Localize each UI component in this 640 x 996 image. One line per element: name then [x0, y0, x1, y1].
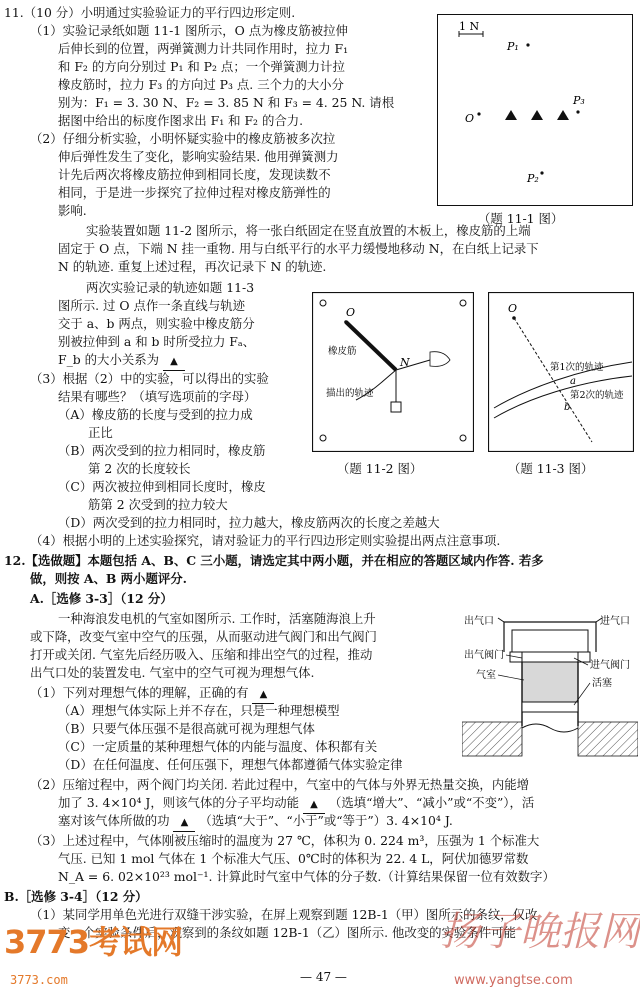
- q11-text-line: 固定于 O 点，下端 N 挂一重物. 用与白纸平行的水平力缓慢地移动 N，在白纸上记录下: [58, 241, 539, 256]
- point-o-label: O: [346, 306, 356, 319]
- line-through-o: [514, 318, 592, 442]
- figure-11-1-caption: （题 11-1 图）: [478, 211, 564, 226]
- rubber-band-label: 橡皮筋: [328, 346, 357, 357]
- q12-text-line: N_A = 6. 02×10²³ mol⁻¹. 计算此时气室中气体的分子数.（计算结果保留一位有效数字）: [58, 869, 555, 884]
- blank-marker: ▲: [310, 799, 318, 810]
- q11-option: （C）两次被拉伸到相同长度时，橡皮: [58, 479, 266, 494]
- point-p1-label: P₁: [507, 40, 519, 53]
- q11-text-line: 影响.: [58, 203, 87, 218]
- blank-marker: ▲: [259, 689, 268, 700]
- first-track-label: 第1次的轨迹: [550, 362, 604, 373]
- q12-option: （C）一定质量的某种理想气体的内能与温度、体积都有关: [58, 739, 378, 754]
- q11-relation-prompt: F_b 的大小关系为: [58, 352, 160, 367]
- point-p2: [540, 171, 543, 174]
- q11-text-line: 相同，于是进一步探究了拉伸过程对橡皮筋弹性的: [58, 185, 331, 200]
- point-p2-label: P₂: [527, 172, 539, 185]
- outlet-valve-label: 出气阀门: [464, 650, 504, 661]
- watermark-logo-right: 扬子晚报网: [440, 909, 640, 955]
- q12-a-heading: A.［选修 3-3］（12 分）: [30, 591, 173, 606]
- figure-11-3-caption: （题 11-3 图）: [508, 461, 594, 476]
- q11-text-line: （4）根据小明的上述实验探究，请对验证力的平行四边形定则实验提出两点注意事项.: [30, 533, 501, 548]
- inlet-valve-label: 进气阀门: [590, 660, 630, 671]
- q12-text-line: [58, 794, 534, 814]
- q11-title: 11.（10 分）小明通过实验验证力的平行四边形定则.: [4, 5, 296, 20]
- q12-title: 12.【选做题】本题包括 A、B、C 三小题，请选定其中两小题，并在相应的答题区域内作答. 若多: [4, 553, 544, 568]
- q11-text-line: （2）仔细分析实验，小明怀疑实验中的橡皮筋被多次拉: [30, 131, 336, 146]
- q12-text-line: 一种海浪发电机的气室如图所示. 工作时，活塞随海浪上升: [58, 611, 376, 626]
- q12-text-line: （1）某同学用单色光进行双缝干涉实验，在屏上观察到题 12B-1（甲）图所示的条纹，仅改: [30, 907, 538, 922]
- pipe-frame: [504, 622, 596, 652]
- q12-text-line: [58, 812, 453, 832]
- second-track-label: 第2次的轨迹: [570, 390, 624, 401]
- q11-text-line: 交于 a、b 两点，则实验中橡皮筋分: [58, 316, 255, 331]
- triangle-marker: [531, 110, 543, 120]
- outlet-label: 出气口: [464, 616, 494, 627]
- watermark-url-right: www.yangtse.com: [454, 973, 573, 988]
- figure-11-2: [312, 292, 474, 452]
- q12-text-line: 做，则按 A、B 两小题评分.: [30, 571, 187, 586]
- q11-text-line: 橡皮筋时，拉力 F₃ 的方向过 P₃ 点. 三个力的大小分: [58, 77, 344, 92]
- piston-label: 活塞: [592, 678, 612, 689]
- q11-text-line: N 的轨迹. 重复上述过程，再次记录下 N 的轨迹.: [58, 259, 327, 274]
- q11-option: 筋第 2 次受到的拉力较大: [88, 497, 228, 512]
- triangle-marker: [557, 110, 569, 120]
- q11-option: 第 2 次的长度较长: [88, 461, 191, 476]
- q11-text-line: 结果有哪些？（填写选项前的字母）: [58, 389, 257, 404]
- q12-a2-work-prompt: 塞对该气体所做的功: [58, 813, 170, 828]
- q12-text-line: （3）上述过程中，气体刚被压缩时的温度为 27 ℃，体积为 0. 224 m³，压强为 1 个标准大: [30, 833, 540, 848]
- point-b-label: b: [564, 402, 571, 413]
- q11-text-line: 计先后两次将橡皮筋拉伸到相同长度，发现读数不: [58, 167, 331, 182]
- q12-a2-work-choice: （选填“大于”、“小于”或“等于”）3. 4×10⁴ J.: [199, 813, 453, 828]
- q11-text-line: 据图中给出的标度作图求出 F₁ 和 F₂ 的合力.: [58, 113, 304, 128]
- scale-label: 1 N: [459, 20, 480, 33]
- point-o: [477, 112, 480, 115]
- watermark-logo-left: 3773考试网: [4, 923, 183, 961]
- q11-option: （B）两次受到的拉力相同时，橡皮筋: [58, 443, 266, 458]
- chamber-label: 气室: [476, 670, 496, 681]
- blank-marker: ▲: [180, 817, 189, 828]
- q11-option: 正比: [88, 425, 113, 440]
- q11-text-line: 和 F₂ 的方向分别过 P₁ 和 P₂ 点；一个弹簧测力计拉: [58, 59, 345, 74]
- point-p3-label: P₃: [573, 94, 585, 107]
- q12-b-heading: B.［选修 3-4］（12 分）: [4, 889, 148, 904]
- point-o-label: O: [508, 302, 518, 315]
- blank-marker: ▲: [170, 356, 178, 367]
- q11-option: （D）两次受到的拉力相同时，拉力越大，橡皮筋两次的长度之差越大: [58, 515, 440, 530]
- weight: [391, 402, 401, 412]
- air-chamber: [522, 662, 578, 702]
- page-number: — 47 —: [300, 970, 347, 984]
- q11-text-line: 后伸长到的位置，两弹簧测力计共同作用时，拉力 F₁: [58, 41, 349, 56]
- point-p1: [526, 43, 529, 46]
- point-a-label: a: [570, 376, 576, 387]
- answer-blank[interactable]: [173, 812, 195, 832]
- q11-text-line: 别为：F₁ = 3. 30 N、F₂ = 3. 85 N 和 F₃ = 4. 25 N. 请根: [58, 95, 395, 110]
- q12-text-line: 或下降，改变气室中空气的压强，从而驱动进气阀门和出气阀门: [30, 629, 377, 644]
- q11-text-line: 两次实验记录的轨迹如题 11-3: [86, 280, 255, 295]
- inlet-label: 进气口: [600, 616, 630, 627]
- q11-text-line: [58, 351, 185, 371]
- q12-a1-prompt: （1）下列对理想气体的理解，正确的有: [30, 685, 249, 700]
- figure-11-1: [437, 14, 633, 206]
- q11-text-line: 图所示. 过 O 点作一条直线与轨迹: [58, 298, 245, 313]
- answer-blank[interactable]: [163, 351, 185, 371]
- q11-text-line: （1）实验记录纸如题 11-1 图所示，O 点为橡皮筋被拉伸: [30, 23, 348, 38]
- q12-text-line: 变一个实验条件后，观察到的条纹如题 12B-1（乙）图所示. 他改变的实验条件可能: [58, 925, 516, 940]
- track-label: 描出的轨迹: [326, 388, 374, 399]
- triangle-marker: [505, 110, 517, 120]
- q12-text-line: 出气口处的装置发电. 气室中的空气可视为理想气体.: [30, 665, 315, 680]
- q11-text-line: 别被拉伸到 a 和 b 时所受拉力 Fₐ、: [58, 334, 256, 349]
- piston: [522, 702, 578, 712]
- q12-a2-choice-text: （选填“增大”、“减小”或“不变”），活: [328, 795, 535, 810]
- figure-11-3: [488, 292, 634, 452]
- answer-blank[interactable]: [303, 794, 325, 814]
- point-p3: [576, 110, 579, 113]
- q12-text-line: （2）压缩过程中，两个阀门均关闭. 若此过程中，气室中的气体与外界无热量交换，内能增: [30, 777, 529, 792]
- q11-text-line: 伸后弹性发生了变化，影响实验结果. 他用弹簧测力: [58, 149, 339, 164]
- q11-option: （A）橡皮筋的长度与受到的拉力成: [58, 407, 253, 422]
- q12-option: （D）在任何温度、任何压强下，理想气体都遵循气体实验定律: [58, 757, 403, 772]
- point-n-label: N: [400, 356, 410, 369]
- answer-blank[interactable]: [252, 684, 274, 704]
- q12-a2-prompt: 加了 3. 4×10⁴ J，则该气体的分子平均动能: [58, 795, 300, 810]
- q11-text-line: 实验装置如题 11-2 图所示，将一张白纸固定在竖直放置的木板上，橡皮筋的上端: [86, 223, 531, 238]
- q11-text-line: （3）根据（2）中的实验，可以得出的实验: [30, 371, 269, 386]
- q12-option: （B）只要气体压强不是很高就可视为理想气体: [58, 721, 315, 736]
- q12-option: （A）理想气体实际上并不存在，只是一种理想模型: [58, 703, 340, 718]
- figure-11-2-caption: （题 11-2 图）: [337, 461, 423, 476]
- figure-wave-generator: [462, 608, 638, 758]
- q12-text-line: 打开或关闭. 气室先后经历吸入、压缩和排出空气的过程，推动: [30, 647, 373, 662]
- watermark-url-left: 3773.com: [10, 973, 68, 987]
- q12-text-line: 气压. 已知 1 mol 气体在 1 个标准大气压、0℃时的体积为 22. 4 L，阿伏加德罗常数: [58, 851, 529, 866]
- hand-icon: [430, 352, 450, 367]
- q12-text-line: [30, 684, 274, 704]
- point-o-label: O: [465, 112, 475, 125]
